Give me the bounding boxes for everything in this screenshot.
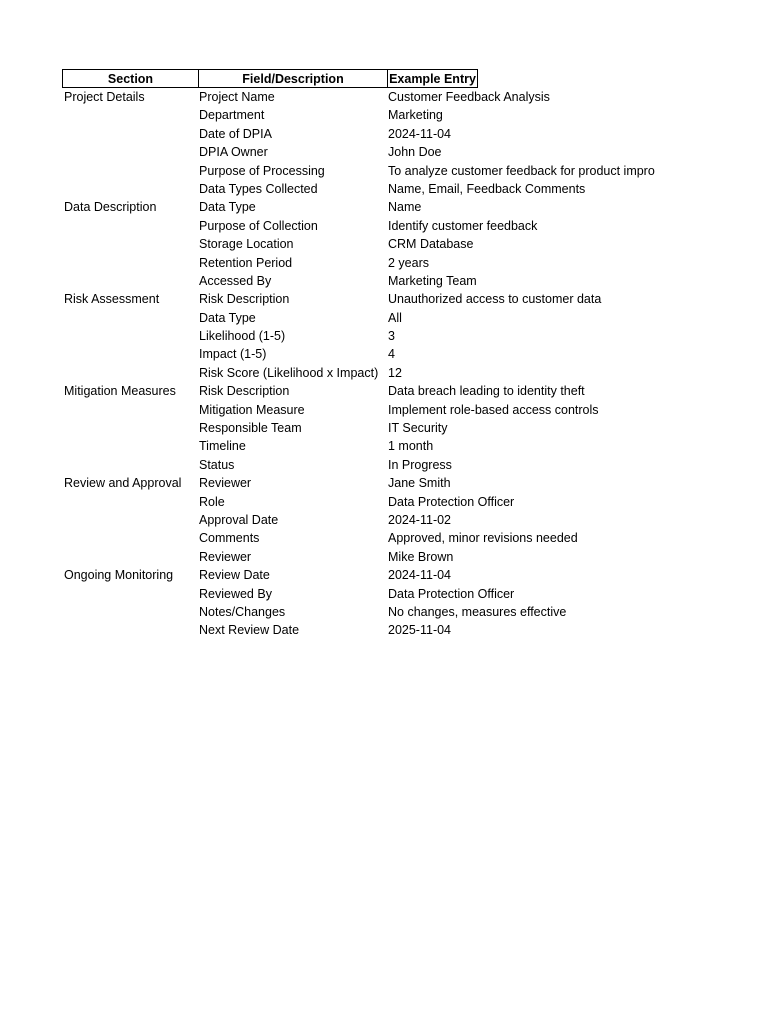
table-row [62,548,662,566]
field-cell: Data Types Collected [199,181,318,196]
example-cell: Marketing Team [388,273,477,288]
table-body [62,88,662,640]
table-header-row [62,69,662,88]
field-cell: Date of DPIA [199,126,272,141]
field-cell: Mitigation Measure [199,402,305,417]
example-cell: Mike Brown [388,549,454,564]
table-row [62,290,662,308]
field-cell: Responsible Team [199,421,302,436]
field-cell: Risk Description [199,384,290,399]
section-cell [62,585,198,603]
field-cell: Risk Score (Likelihood x Impact) [199,365,379,380]
table-row [62,603,662,621]
table-row [62,125,662,143]
table-row [62,106,662,124]
example-cell: 2024-11-04 [388,568,452,583]
example-cell: 2024-11-04 [388,126,452,141]
example-cell: Approved, minor revisions needed [388,531,578,546]
table-row [62,382,662,400]
section-cell [62,456,198,474]
table-row [62,401,662,419]
section-cell: Ongoing Monitoring [64,568,174,583]
field-cell: Next Review Date [199,623,300,638]
table-row [62,198,662,216]
table-row [62,419,662,437]
example-cell: No changes, measures effective [388,604,567,619]
table-row [62,566,662,584]
table-row [62,529,662,547]
example-cell: Jane Smith [388,476,451,491]
example-cell: Customer Feedback Analysis [388,90,550,104]
field-cell: Storage Location [199,237,294,252]
example-cell: 12 [388,365,402,380]
example-cell: CRM Database [388,237,474,252]
field-cell: Reviewer [199,476,252,491]
example-cell: Implement role-based access controls [388,402,599,417]
section-cell: Mitigation Measures [64,384,176,399]
example-cell: 2 years [388,255,429,270]
section-cell [62,401,198,419]
field-cell: Impact (1-5) [199,347,267,362]
table-row [62,272,662,290]
example-cell: John Doe [388,145,442,160]
example-cell: 2024-11-02 [388,512,452,527]
section-cell [62,437,198,455]
section-cell [62,309,198,327]
table-row [62,345,662,363]
field-cell: Notes/Changes [199,604,286,619]
section-cell [62,272,198,290]
field-cell: Reviewer [199,549,252,564]
section-cell: Risk Assessment [64,292,160,307]
example-cell: In Progress [388,457,452,472]
example-cell: Name [388,200,422,215]
field-cell: Retention Period [199,255,293,270]
section-cell [62,327,198,345]
example-cell: All [388,310,402,325]
section-cell [62,345,198,363]
table-row [62,143,662,161]
table-row [62,327,662,345]
table-row [62,437,662,455]
section-cell [62,419,198,437]
dpia-table [62,69,662,640]
table-row [62,217,662,235]
section-cell [62,493,198,511]
field-cell: Reviewed By [199,586,272,601]
section-cell [62,254,198,272]
field-cell: Accessed By [199,273,272,288]
example-cell: To analyze customer feedback for product impro [388,163,655,178]
table-row [62,621,662,639]
section-cell: Project Details [64,90,145,104]
field-cell: Purpose of Collection [199,218,318,233]
field-cell: DPIA Owner [199,145,268,160]
field-cell: Project Name [199,90,275,104]
example-cell: Identify customer feedback [388,218,538,233]
section-cell [62,180,198,198]
section-cell [62,162,198,180]
example-cell: Data Protection Officer [388,586,515,601]
example-cell: Name, Email, Feedback Comments [388,181,586,196]
section-cell [62,603,198,621]
table-row [62,456,662,474]
section-cell [62,217,198,235]
field-cell: Review Date [199,568,270,583]
table-row [62,511,662,529]
field-cell: Comments [199,531,260,546]
section-cell [62,235,198,253]
field-cell: Risk Description [199,292,290,307]
section-cell [62,621,198,639]
table-row [62,180,662,198]
table-row [62,162,662,180]
example-cell: Data breach leading to identity theft [388,384,585,399]
example-cell: 4 [388,347,395,362]
table-row [62,585,662,603]
table-row [62,309,662,327]
example-cell: Unauthorized access to customer data [388,292,602,307]
example-cell: 1 month [388,439,434,454]
section-cell [62,106,198,124]
example-cell: Marketing [388,108,443,123]
field-cell: Status [199,457,235,472]
section-cell [62,364,198,382]
header-example-entry: Example Entry [388,69,478,88]
field-cell: Data Type [199,200,256,215]
field-cell: Approval Date [199,512,279,527]
table-row [62,474,662,492]
section-cell [62,143,198,161]
field-cell: Timeline [199,439,246,454]
section-cell: Data Description [64,200,157,215]
table-row [62,88,662,106]
field-cell: Likelihood (1-5) [199,329,286,344]
table-row [62,235,662,253]
table-row [62,254,662,272]
field-cell: Role [199,494,225,509]
table-row [62,493,662,511]
table-row [62,364,662,382]
section-cell [62,511,198,529]
example-cell: 2025-11-04 [388,623,452,638]
field-cell: Purpose of Processing [199,163,325,178]
field-cell: Department [199,108,265,123]
header-field-description: Field/Description [199,69,388,88]
section-cell [62,548,198,566]
section-cell [62,529,198,547]
example-cell: 3 [388,329,395,344]
field-cell: Data Type [199,310,256,325]
section-cell [62,125,198,143]
example-cell: Data Protection Officer [388,494,515,509]
section-cell: Review and Approval [64,476,182,491]
header-section: Section [62,69,199,88]
example-cell: IT Security [388,421,448,436]
